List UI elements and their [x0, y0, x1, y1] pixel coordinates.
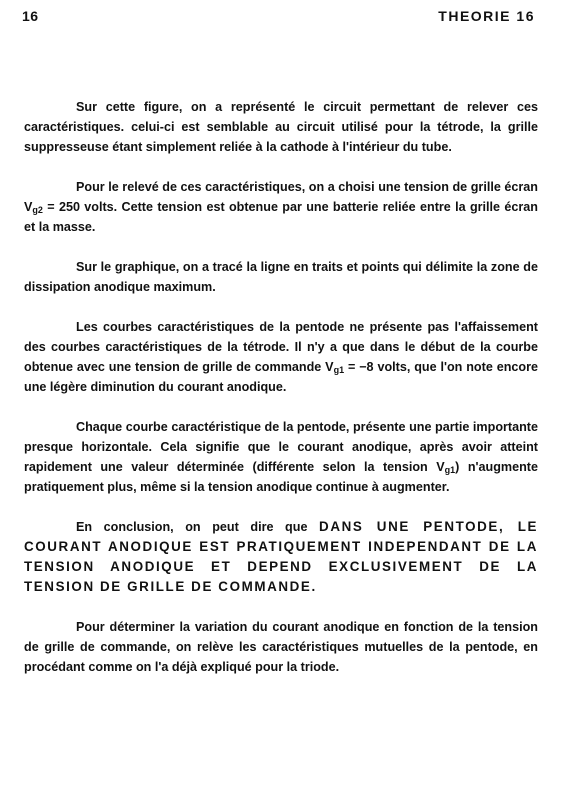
conclusion-emphasis: DANS UNE PENTODE, LE COURANT ANODIQUE EST PRATIQUEMENT INDEPENDANT DE LA TENSION ANODIQUE ET DEPEND EXCLUSIVEMENT DE LA TENSION DE GRILLE DE COMMANDE. [24, 519, 539, 594]
paragraph-5 [24, 417, 538, 497]
paragraph-2 [24, 177, 538, 237]
paragraph-6-conclusion [24, 517, 538, 597]
vg1-subscript: g1 [444, 465, 456, 475]
paragraph-1: Sur cette figure, on a représenté le circuit permettant de relever ces caractéristiques. celui-ci est semblable au circuit utilisé pour la tétrode, la grille suppresseuse étant simplement reliée à la cathode à l'intérieur du tube. [24, 100, 538, 154]
running-head: THEORIE 16 [438, 8, 535, 24]
page-number: 16 [22, 8, 39, 24]
conclusion-lead: En conclusion, on peut dire que [76, 520, 320, 534]
vg1-subscript: g1 [333, 365, 345, 375]
paragraph-5-text-a: Chaque courbe caractéristique de la pentode, présente une partie importante presque horizontale. Cela signifie que le courant anodique, après avoir atteint rapidement une valeur déterminée (différente selon la tension V [24, 420, 538, 474]
paragraph-2-text-b: = 250 volts. Cette tension est obtenue par une batterie reliée entre la grille écran et la masse. [24, 200, 538, 234]
paragraph-3: Sur le graphique, on a tracé la ligne en traits et points qui délimite la zone de dissipation anodique maximum. [24, 260, 538, 294]
paragraph-7: Pour déterminer la variation du courant anodique en fonction de la tension de grille de commande, on relève les caractéristiques mutuelles de la pentode, en procédant comme on l'a déjà expliqué pour la triode. [24, 620, 538, 674]
body-text [24, 97, 538, 677]
vg2-subscript: g2 [32, 205, 43, 215]
paragraph-5-text-b: ) n'augmente pratiquement plus, même si la tension anodique continue à augmenter. [24, 460, 538, 494]
page-header [22, 8, 535, 28]
paragraph-2-text-a: Pour le relevé de ces caractéristiques, on a choisi une tension de grille écran V [24, 180, 538, 214]
paragraph-4-text-a: Les courbes caractéristiques de la pentode ne présente pas l'affaissement des courbes caractéristiques de la tétrode. Il n'y a que dans le début de la courbe obtenue avec une tension de grille de commande V [24, 320, 538, 374]
paragraph-4-text-b: = −8 volts, que l'on note encore une légère diminution du courant anodique. [24, 360, 539, 394]
paragraph-4 [24, 317, 538, 397]
